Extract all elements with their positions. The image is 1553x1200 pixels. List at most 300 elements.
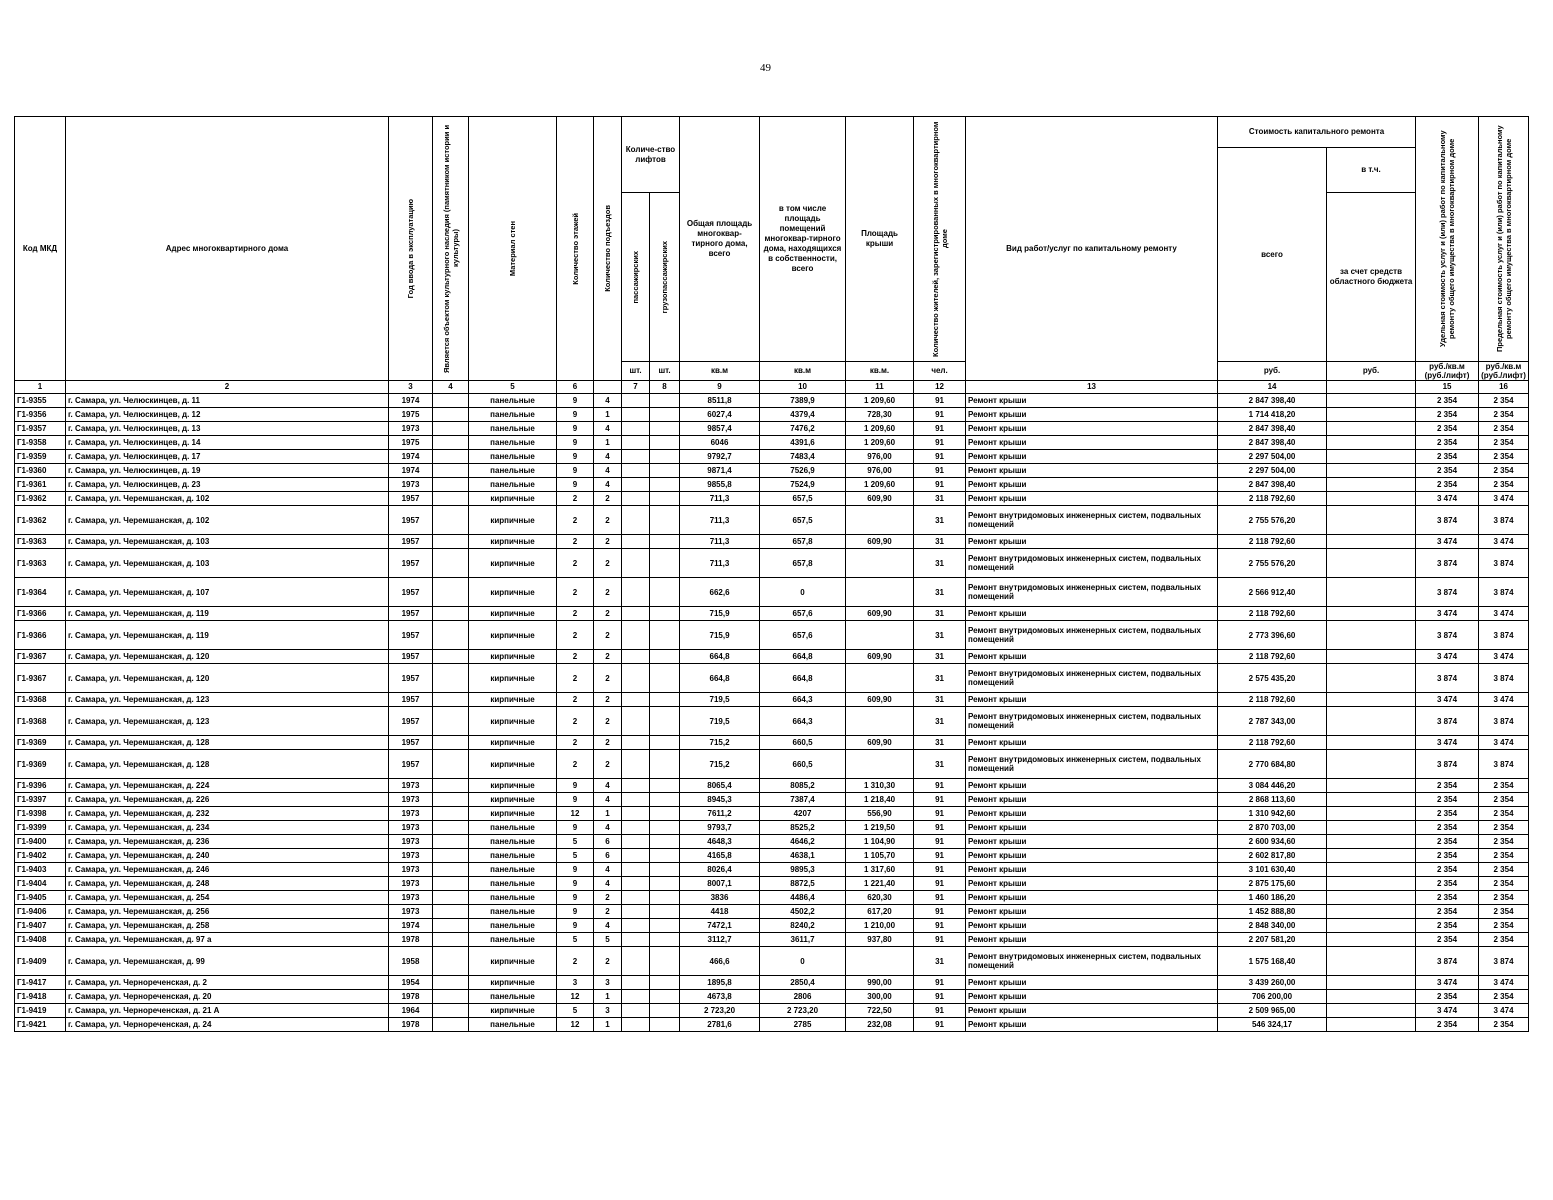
cell-entrances: 4 [594,779,622,793]
cell-unit-cost: 3 474 [1416,535,1479,549]
cell-address: г. Самара, ул. Челюскинцев, д. 13 [66,422,389,436]
cell-lifts-passenger [622,506,650,535]
table-row [15,976,1529,990]
cell-work-type: Ремонт крыши [966,976,1218,990]
cell-owned-area: 4391,6 [760,436,846,450]
cell-cultural [433,408,469,422]
table-row [15,779,1529,793]
cell-cost-total: 2 770 684,80 [1218,750,1327,779]
cell-lifts-cargo [650,1018,680,1032]
cell-lifts-passenger [622,877,650,891]
cell-unit-cost: 3 874 [1416,549,1479,578]
cell-residents: 91 [914,905,966,919]
cell-cost-regional [1327,919,1416,933]
cell-owned-area: 4207 [760,807,846,821]
cell-residents: 91 [914,891,966,905]
cell-roof-area: 1 209,60 [846,422,914,436]
cell-roof-area: 1 104,90 [846,835,914,849]
cell-residents: 91 [914,793,966,807]
cell-address: г. Самара, ул. Черемшанская, д. 256 [66,905,389,919]
cell-max-cost: 2 354 [1479,877,1529,891]
cell-unit-cost: 2 354 [1416,905,1479,919]
cell-max-cost: 3 874 [1479,549,1529,578]
cell-entrances: 4 [594,450,622,464]
cell-material: кирпичные [469,506,557,535]
cell-lifts-cargo [650,779,680,793]
cell-material: панельные [469,478,557,492]
cell-owned-area: 7387,4 [760,793,846,807]
colnum-10: 10 [760,381,846,394]
cell-roof-area: 609,90 [846,492,914,506]
cell-entrances: 2 [594,549,622,578]
cell-cost-total: 3 084 446,20 [1218,779,1327,793]
table-row [15,1018,1529,1032]
capital-repair-table [14,116,1529,1032]
cell-roof-area [846,506,914,535]
cell-owned-area: 660,5 [760,750,846,779]
cell-cost-regional [1327,933,1416,947]
cell-roof-area: 1 310,30 [846,779,914,793]
cell-address: г. Самара, ул. Черемшанская, д. 246 [66,863,389,877]
cell-address: г. Самара, ул. Черемшанская, д. 248 [66,877,389,891]
cell-cost-total: 2 118 792,60 [1218,535,1327,549]
cell-owned-area: 657,5 [760,492,846,506]
cell-material: кирпичные [469,607,557,621]
cell-lifts-passenger [622,736,650,750]
cell-material: кирпичные [469,693,557,707]
cell-unit-cost: 2 354 [1416,1018,1479,1032]
cell-work-type: Ремонт внутридомовых инженерных систем, подвальных помещений [966,506,1218,535]
cell-residents: 91 [914,877,966,891]
cell-lifts-cargo [650,736,680,750]
cell-lifts-passenger [622,947,650,976]
cell-lifts-passenger [622,422,650,436]
cell-residents: 91 [914,394,966,408]
cell-total-area: 8065,4 [680,779,760,793]
cell-material: кирпичные [469,947,557,976]
table-row [15,693,1529,707]
cell-cost-regional [1327,607,1416,621]
cell-cost-total: 2 600 934,60 [1218,835,1327,849]
cell-max-cost: 2 354 [1479,891,1529,905]
cell-year: 1957 [389,607,433,621]
cell-code: Г1-9421 [15,1018,66,1032]
cell-lifts-passenger [622,849,650,863]
header-including: в т.ч. [1327,148,1416,193]
cell-lifts-cargo [650,835,680,849]
cell-max-cost: 2 354 [1479,394,1529,408]
cell-max-cost: 3 874 [1479,578,1529,607]
cell-material: кирпичные [469,621,557,650]
cell-lifts-passenger [622,394,650,408]
cell-code: Г1-9408 [15,933,66,947]
cell-lifts-passenger [622,976,650,990]
cell-roof-area: 609,90 [846,693,914,707]
header-total-area: Общая площадь многоквар-тирного дома, всего [680,117,760,362]
cell-unit-cost: 2 354 [1416,408,1479,422]
cell-total-area: 3836 [680,891,760,905]
cell-cost-total: 2 297 504,00 [1218,450,1327,464]
unit-cost-regional: руб. [1327,362,1416,381]
cell-lifts-cargo [650,1004,680,1018]
cell-work-type: Ремонт внутридомовых инженерных систем, подвальных помещений [966,664,1218,693]
cell-floors: 3 [557,976,594,990]
cell-code: Г1-9361 [15,478,66,492]
cell-total-area: 466,6 [680,947,760,976]
cell-address: г. Самара, ул. Черемшанская, д. 232 [66,807,389,821]
cell-unit-cost: 3 474 [1416,650,1479,664]
cell-work-type: Ремонт крыши [966,793,1218,807]
cell-max-cost: 2 354 [1479,436,1529,450]
cell-residents: 91 [914,464,966,478]
cell-residents: 91 [914,863,966,877]
cell-cost-regional [1327,621,1416,650]
cell-owned-area: 664,3 [760,707,846,736]
cell-cultural [433,877,469,891]
cell-work-type: Ремонт крыши [966,821,1218,835]
cell-residents: 91 [914,422,966,436]
cell-floors: 9 [557,422,594,436]
cell-cost-regional [1327,394,1416,408]
cell-cost-regional [1327,492,1416,506]
cell-code: Г1-9358 [15,436,66,450]
cell-year: 1974 [389,919,433,933]
cell-year: 1973 [389,849,433,863]
cell-floors: 2 [557,607,594,621]
cell-owned-area: 2 723,20 [760,1004,846,1018]
cell-address: г. Самара, ул. Черемшанская, д. 236 [66,835,389,849]
table-row [15,621,1529,650]
cell-entrances: 3 [594,1004,622,1018]
cell-max-cost: 2 354 [1479,779,1529,793]
cell-owned-area: 664,8 [760,650,846,664]
cell-code: Г1-9406 [15,905,66,919]
colnum-9: 9 [680,381,760,394]
cell-roof-area: 609,90 [846,535,914,549]
cell-lifts-cargo [650,422,680,436]
header-entrances: Количество подъездов [594,117,622,381]
cell-cost-total: 2 755 576,20 [1218,549,1327,578]
table-row [15,450,1529,464]
unit-lifts-cargo: шт. [650,362,680,381]
cell-year: 1974 [389,464,433,478]
cell-roof-area: 617,20 [846,905,914,919]
cell-entrances: 2 [594,905,622,919]
cell-work-type: Ремонт внутридомовых инженерных систем, подвальных помещений [966,750,1218,779]
cell-material: кирпичные [469,650,557,664]
cell-unit-cost: 2 354 [1416,990,1479,1004]
cell-material: панельные [469,464,557,478]
header-lifts-cargo: грузопассажирских [650,193,680,362]
cell-work-type: Ремонт внутридомовых инженерных систем, подвальных помещений [966,947,1218,976]
cell-owned-area: 4502,2 [760,905,846,919]
cell-roof-area [846,621,914,650]
cell-floors: 2 [557,947,594,976]
cell-lifts-passenger [622,891,650,905]
cell-address: г. Самара, ул. Черемшанская, д. 234 [66,821,389,835]
cell-max-cost: 3 874 [1479,621,1529,650]
cell-cost-total: 2 787 343,00 [1218,707,1327,736]
cell-lifts-passenger [622,436,650,450]
cell-year: 1957 [389,535,433,549]
header-cultural: Является объектом культурного наследия (памятником истории и культуры) [433,117,469,381]
cell-entrances: 2 [594,607,622,621]
cell-entrances: 5 [594,933,622,947]
cell-owned-area: 0 [760,578,846,607]
cell-entrances: 4 [594,919,622,933]
cell-address: г. Самара, ул. Чернореченская, д. 24 [66,1018,389,1032]
table-row [15,919,1529,933]
cell-max-cost: 3 474 [1479,607,1529,621]
cell-max-cost: 3 474 [1479,650,1529,664]
table-row [15,736,1529,750]
cell-cultural [433,478,469,492]
cell-entrances: 3 [594,976,622,990]
cell-total-area: 8026,4 [680,863,760,877]
cell-roof-area [846,578,914,607]
cell-cultural [433,578,469,607]
cell-floors: 9 [557,919,594,933]
cell-lifts-passenger [622,835,650,849]
cell-total-area: 8511,8 [680,394,760,408]
table-header [15,117,1529,394]
header-residents: Количество жителей, зарегистрированных в многоквартирном доме [914,117,966,362]
cell-owned-area: 660,5 [760,736,846,750]
cell-total-area: 4673,8 [680,990,760,1004]
table-body [15,394,1529,1032]
cell-address: г. Самара, ул. Черемшанская, д. 224 [66,779,389,793]
cell-entrances: 2 [594,891,622,905]
cell-address: г. Самара, ул. Черемшанская, д. 99 [66,947,389,976]
cell-lifts-passenger [622,450,650,464]
cell-entrances: 2 [594,664,622,693]
cell-entrances: 2 [594,707,622,736]
cell-material: кирпичные [469,736,557,750]
cell-max-cost: 2 354 [1479,919,1529,933]
cell-cultural [433,821,469,835]
cell-year: 1964 [389,1004,433,1018]
cell-floors: 12 [557,807,594,821]
cell-max-cost: 3 474 [1479,693,1529,707]
table-row [15,707,1529,736]
cell-lifts-cargo [650,621,680,650]
cell-max-cost: 2 354 [1479,408,1529,422]
cell-roof-area: 990,00 [846,976,914,990]
cell-lifts-cargo [650,408,680,422]
cell-entrances: 2 [594,506,622,535]
cell-owned-area: 664,8 [760,664,846,693]
cell-total-area: 2781,6 [680,1018,760,1032]
cell-address: г. Самара, ул. Черемшанская, д. 102 [66,492,389,506]
cell-work-type: Ремонт крыши [966,905,1218,919]
cell-address: г. Самара, ул. Челюскинцев, д. 23 [66,478,389,492]
cell-cost-total: 2 875 175,60 [1218,877,1327,891]
cell-lifts-passenger [622,1018,650,1032]
cell-floors: 9 [557,779,594,793]
cell-code: Г1-9398 [15,807,66,821]
cell-residents: 91 [914,436,966,450]
cell-cultural [433,750,469,779]
cell-lifts-cargo [650,535,680,549]
cell-work-type: Ремонт крыши [966,891,1218,905]
table-row [15,464,1529,478]
cell-floors: 2 [557,621,594,650]
cell-address: г. Самара, ул. Черемшанская, д. 102 [66,506,389,535]
cell-floors: 2 [557,736,594,750]
cell-unit-cost: 2 354 [1416,450,1479,464]
cell-total-area: 9855,8 [680,478,760,492]
cell-total-area: 8945,3 [680,793,760,807]
cell-lifts-cargo [650,976,680,990]
cell-owned-area: 657,5 [760,506,846,535]
cell-cost-regional [1327,821,1416,835]
cell-work-type: Ремонт крыши [966,492,1218,506]
cell-unit-cost: 3 874 [1416,947,1479,976]
cell-residents: 91 [914,807,966,821]
cell-max-cost: 2 354 [1479,863,1529,877]
cell-lifts-cargo [650,693,680,707]
cell-cultural [433,450,469,464]
cell-year: 1957 [389,664,433,693]
cell-roof-area [846,664,914,693]
cell-entrances: 4 [594,863,622,877]
cell-max-cost: 3 874 [1479,664,1529,693]
cell-lifts-cargo [650,793,680,807]
cell-max-cost: 3 874 [1479,707,1529,736]
cell-lifts-cargo [650,394,680,408]
cell-unit-cost: 2 354 [1416,779,1479,793]
header-cost-regional: за счет средств областного бюджета [1327,193,1416,362]
cell-material: панельные [469,408,557,422]
cell-cost-regional [1327,779,1416,793]
cell-unit-cost: 2 354 [1416,849,1479,863]
table-row [15,506,1529,535]
cell-total-area: 6027,4 [680,408,760,422]
cell-entrances: 1 [594,436,622,450]
cell-max-cost: 3 474 [1479,1004,1529,1018]
cell-owned-area: 664,3 [760,693,846,707]
cell-address: г. Самара, ул. Челюскинцев, д. 17 [66,450,389,464]
cell-entrances: 4 [594,394,622,408]
table-row [15,394,1529,408]
cell-unit-cost: 2 354 [1416,891,1479,905]
cell-entrances: 2 [594,750,622,779]
cell-cost-regional [1327,450,1416,464]
cell-floors: 5 [557,933,594,947]
cell-work-type: Ремонт крыши [966,478,1218,492]
cell-residents: 91 [914,1004,966,1018]
cell-lifts-cargo [650,707,680,736]
cell-roof-area [846,947,914,976]
cell-owned-area: 9895,3 [760,863,846,877]
cell-residents: 31 [914,607,966,621]
colnum-15: 15 [1416,381,1479,394]
cell-max-cost: 3 474 [1479,492,1529,506]
cell-address: г. Самара, ул. Черемшанская, д. 120 [66,664,389,693]
cell-year: 1957 [389,750,433,779]
cell-owned-area: 2785 [760,1018,846,1032]
cell-cost-regional [1327,1018,1416,1032]
cell-cost-total: 2 870 703,00 [1218,821,1327,835]
cell-owned-area: 657,6 [760,607,846,621]
cell-material: кирпичные [469,1004,557,1018]
cell-entrances: 4 [594,877,622,891]
cell-entrances: 6 [594,849,622,863]
cell-lifts-passenger [622,464,650,478]
cell-code: Г1-9356 [15,408,66,422]
cell-residents: 91 [914,779,966,793]
cell-lifts-cargo [650,492,680,506]
cell-work-type: Ремонт крыши [966,422,1218,436]
cell-lifts-passenger [622,821,650,835]
cell-unit-cost: 3 874 [1416,664,1479,693]
cell-total-area: 719,5 [680,707,760,736]
cell-address: г. Самара, ул. Челюскинцев, д. 19 [66,464,389,478]
cell-total-area: 7611,2 [680,807,760,821]
cell-floors: 5 [557,1004,594,1018]
cell-residents: 91 [914,1018,966,1032]
cell-lifts-passenger [622,750,650,779]
cell-roof-area [846,549,914,578]
table-row [15,891,1529,905]
cell-cost-total: 1 575 168,40 [1218,947,1327,976]
cell-entrances: 6 [594,835,622,849]
cell-material: кирпичные [469,750,557,779]
cell-floors: 2 [557,492,594,506]
cell-lifts-passenger [622,478,650,492]
cell-material: кирпичные [469,793,557,807]
cell-material: панельные [469,849,557,863]
cell-entrances: 4 [594,478,622,492]
cell-code: Г1-9363 [15,535,66,549]
cell-floors: 9 [557,408,594,422]
cell-address: г. Самара, ул. Черемшанская, д. 128 [66,750,389,779]
cell-cost-regional [1327,1004,1416,1018]
cell-residents: 31 [914,707,966,736]
cell-year: 1973 [389,821,433,835]
cell-cost-regional [1327,506,1416,535]
cell-total-area: 4418 [680,905,760,919]
cell-owned-area: 3611,7 [760,933,846,947]
cell-max-cost: 2 354 [1479,422,1529,436]
cell-cost-total: 2 868 113,60 [1218,793,1327,807]
cell-cultural [433,650,469,664]
cell-unit-cost: 2 354 [1416,919,1479,933]
cell-owned-area: 0 [760,947,846,976]
cell-code: Г1-9419 [15,1004,66,1018]
cell-material: кирпичные [469,664,557,693]
cell-year: 1973 [389,905,433,919]
cell-address: г. Самара, ул. Челюскинцев, д. 12 [66,408,389,422]
cell-max-cost: 3 874 [1479,947,1529,976]
unit-owned-area: кв.м [760,362,846,381]
cell-code: Г1-9402 [15,849,66,863]
cell-total-area: 664,8 [680,664,760,693]
cell-material: панельные [469,877,557,891]
cell-cost-total: 2 755 576,20 [1218,506,1327,535]
colnum-14: 14 [1218,381,1327,394]
header-address: Адрес многоквартирного дома [66,117,389,381]
cell-entrances: 2 [594,650,622,664]
cell-code: Г1-9363 [15,549,66,578]
table-row [15,549,1529,578]
unit-max-cost: руб./кв.м (руб./лифт) [1479,362,1529,381]
cell-material: панельные [469,933,557,947]
cell-roof-area: 300,00 [846,990,914,1004]
cell-cultural [433,849,469,863]
header-floors: Количество этажей [557,117,594,381]
cell-entrances: 2 [594,621,622,650]
